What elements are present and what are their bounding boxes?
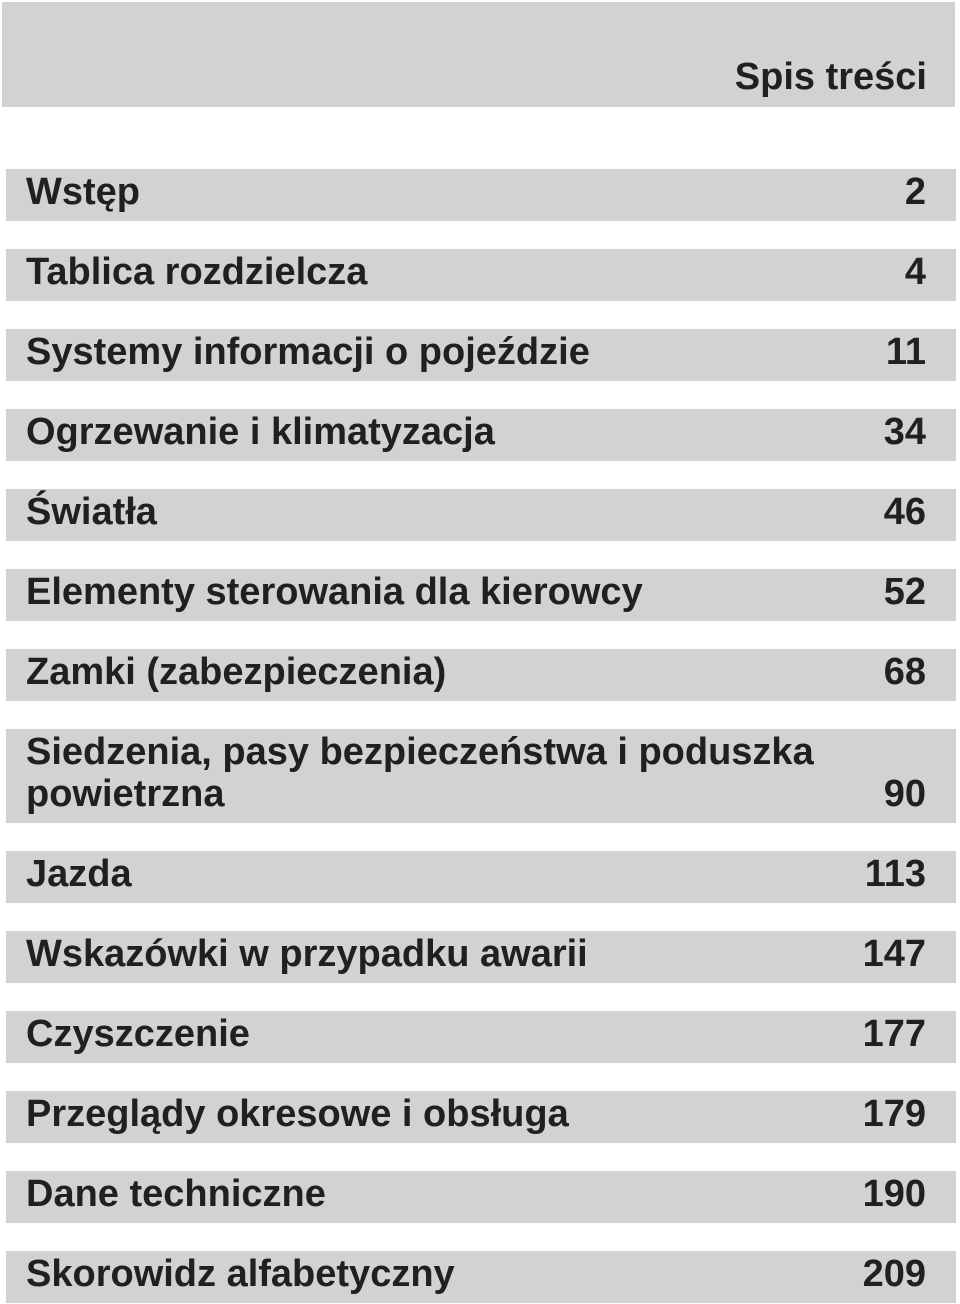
- toc-row-skorowidz[interactable]: [6, 1251, 956, 1303]
- header-band: [2, 2, 955, 107]
- toc-page-number: 68: [883, 651, 926, 693]
- toc-page-number: 2: [904, 171, 926, 213]
- toc-title: Jazda: [26, 853, 132, 895]
- toc-title: Elementy sterowania dla kierowcy: [26, 571, 643, 613]
- toc-title: Tablica rozdzielcza: [26, 251, 368, 293]
- toc-page-number: 177: [862, 1013, 926, 1055]
- toc-page-number: 34: [883, 411, 926, 453]
- toc-title: Skorowidz alfabetyczny: [26, 1253, 455, 1295]
- toc-row-dane-techniczne[interactable]: [6, 1171, 956, 1223]
- toc-page-number: 52: [883, 571, 926, 613]
- toc-page-number: 179: [862, 1093, 926, 1135]
- toc-row-ogrzewanie[interactable]: [6, 409, 956, 461]
- toc-page-number: 209: [862, 1253, 926, 1295]
- toc-page-number: 90: [883, 773, 926, 815]
- toc-page-number: 11: [885, 331, 926, 373]
- toc-row-przeglady[interactable]: [6, 1091, 956, 1143]
- toc-row-zamki[interactable]: [6, 649, 956, 701]
- toc-page-number: 46: [883, 491, 926, 533]
- toc-page-number: 4: [904, 251, 926, 293]
- toc-title: Światła: [26, 491, 157, 533]
- toc-title: Dane techniczne: [26, 1173, 326, 1215]
- toc-row-siedzenia[interactable]: [6, 729, 956, 823]
- toc-row-tablica-rozdzielcza[interactable]: [6, 249, 956, 301]
- toc-row-systemy-informacji[interactable]: [6, 329, 956, 381]
- toc-page-number: 113: [864, 853, 926, 895]
- toc-title: Zamki (zabezpieczenia): [26, 651, 447, 693]
- toc-title: Przeglądy okresowe i obsługa: [26, 1093, 569, 1135]
- toc-title: Wstęp: [26, 171, 140, 213]
- toc-title: Ogrzewanie i klimatyzacja: [26, 411, 495, 453]
- toc-row-elementy-sterowania[interactable]: [6, 569, 956, 621]
- toc-row-wskazowki[interactable]: [6, 931, 956, 983]
- toc-row-czyszczenie[interactable]: [6, 1011, 956, 1063]
- toc-page-number: 190: [862, 1173, 926, 1215]
- toc-title: Siedzenia, pasy bezpieczeństwa i poduszka powietrzna: [26, 731, 814, 815]
- toc-title: Czyszczenie: [26, 1013, 250, 1055]
- toc-title: Wskazówki w przypadku awarii: [26, 933, 588, 975]
- toc-row-jazda[interactable]: [6, 851, 956, 903]
- toc-title: Systemy informacji o pojeździe: [26, 331, 590, 373]
- toc-page-number: 147: [862, 933, 926, 975]
- toc-row-wstep[interactable]: [6, 169, 956, 221]
- toc-row-swiatla[interactable]: [6, 489, 956, 541]
- page-title: Spis treści: [734, 56, 927, 98]
